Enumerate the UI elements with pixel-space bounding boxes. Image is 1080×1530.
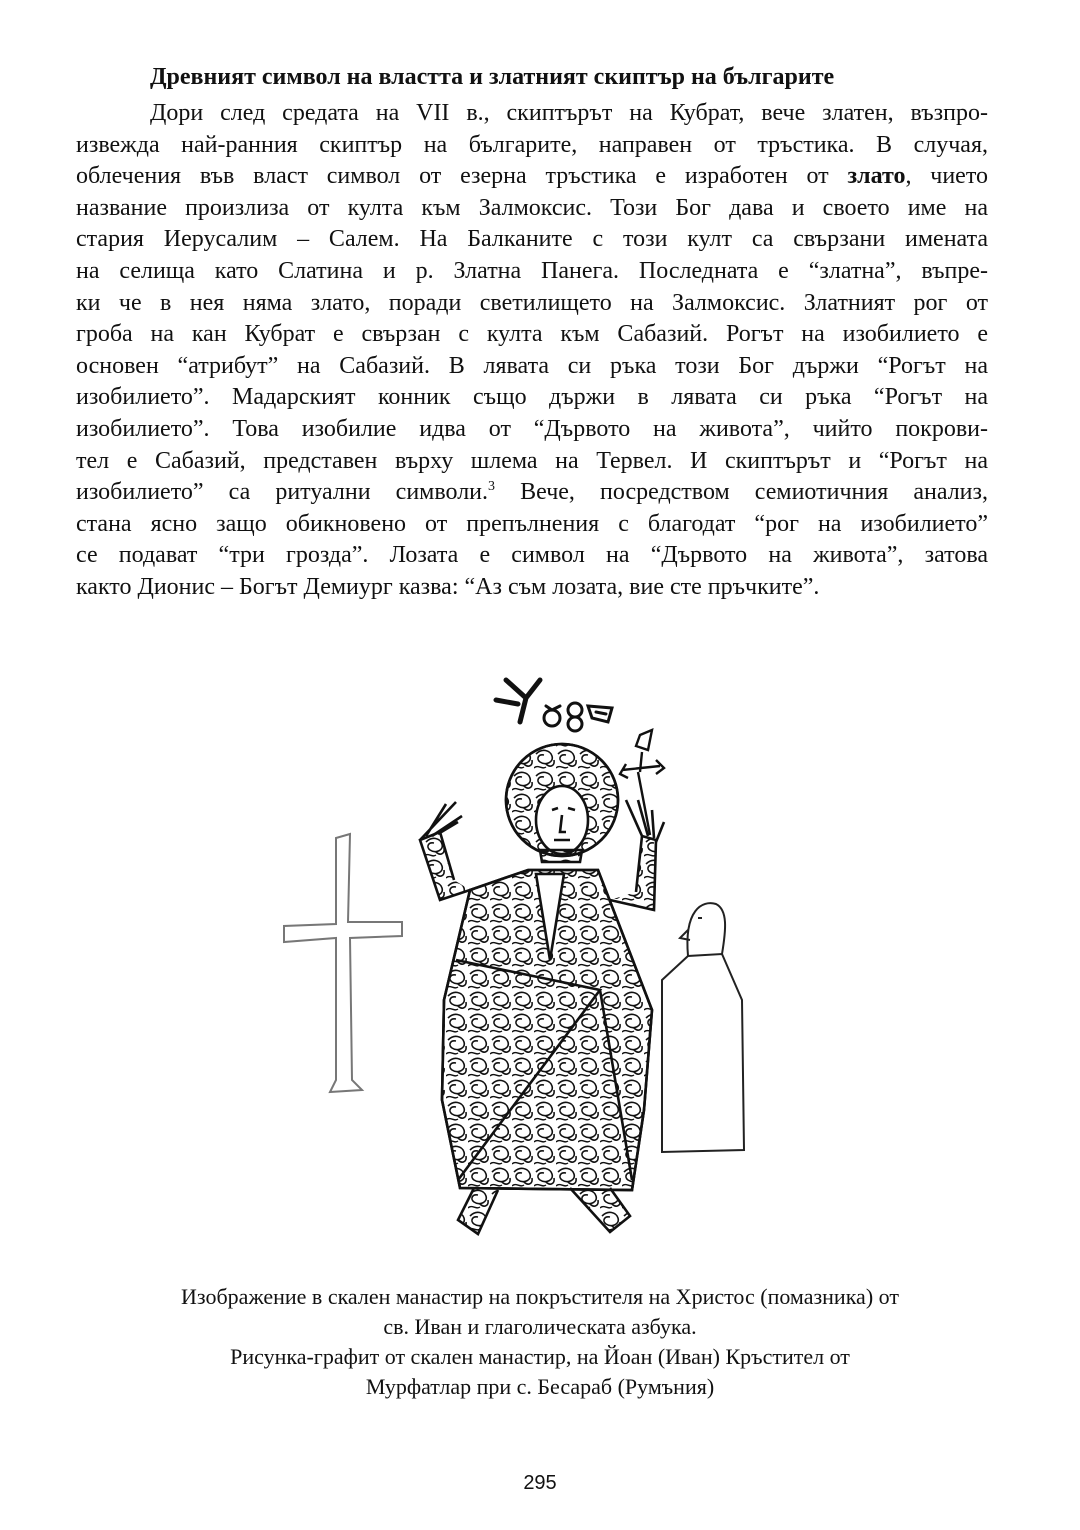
text-line: гроба на кан Кубрат е свързан с култа към Сабазий. Рогът на изобилието е: [76, 321, 988, 348]
text-line: [76, 477, 988, 509]
text-line: основен “атрибут” на Сабазий. В лявата си ръка този Бог държи “Рогът на: [76, 352, 988, 379]
text-line: стана ясно защо обикновено от препълнения с благодат “рог на изобилието”: [76, 510, 988, 537]
page-title: Древният символ на властта и златният скиптър на българите: [150, 64, 835, 90]
text-line: ки че в нея няма злато, поради светилището на Залмоксис. Златният рог от: [76, 289, 988, 316]
text-line: [76, 161, 988, 193]
text-line: стария Иерусалим – Салем. На Балканите с този култ са свързани имената: [76, 226, 988, 253]
caption-line: Изображение в скален манастир на покръстителя на Христос (помазника) от: [181, 1284, 899, 1309]
bold-word: злато: [847, 163, 906, 190]
caption-line: Рисунка-графит от скален манастир, на Йоан (Иван) Кръстител от: [230, 1344, 850, 1369]
text-line: изобилието”. Това изобилие идва от “Дървото на живота”, чийто покрови-: [76, 415, 988, 442]
text-segment: Вече, посредством семиотичния анализ,: [495, 479, 988, 506]
footnote-ref[interactable]: 3: [488, 479, 496, 495]
text-line: на селища като Слатина и р. Златна Панега. Последната е “златна”, въпре-: [76, 257, 988, 284]
graffiti-drawing: [270, 660, 790, 1260]
text-line: название произлиза от култа към Залмоксис. Този Бог дава и своето име на: [76, 194, 988, 221]
glagolitic-letters: [496, 680, 612, 731]
text-line: тел е Сабазий, представен върху шлема на Тервел. И скиптърът и “Рогът на: [76, 447, 988, 474]
text-segment: облечения във власт символ от езерна тръстика е изработен от: [76, 163, 848, 190]
body-paragraph: [76, 98, 988, 604]
text-line: изобилието”. Мадарският конник също държи в лявата си ръка “Рогът на: [76, 384, 988, 411]
caption-line: св. Иван и глаголическата азбука.: [383, 1314, 697, 1339]
page-number: 295: [523, 1472, 557, 1494]
text-segment: , чието: [905, 163, 988, 190]
graffiti-drawing-svg: [270, 660, 790, 1260]
text-line: както Дионис – Богът Демиург казва: “Аз съм лозата, вие сте пръчките”.: [76, 573, 820, 600]
text-line: Дори след средата на VII в., скиптърът на Кубрат, вече златен, възпро-: [150, 100, 988, 126]
text-segment: изобилието” са ритуални символи.: [76, 479, 489, 506]
figure-caption: [60, 1282, 1020, 1402]
caption-line: Мурфатлар при с. Бесараб (Румъния): [365, 1374, 715, 1399]
companion-figure: [662, 903, 744, 1152]
text-line: извежда най-ранния скиптър на българите, направен от тръстика. В случая,: [76, 131, 988, 158]
text-line: се подават “три грозда”. Лозата е символ на “Дървото на живота”, затова: [76, 542, 988, 569]
cross-drawing: [284, 834, 402, 1092]
saint-figure: [420, 744, 664, 1234]
